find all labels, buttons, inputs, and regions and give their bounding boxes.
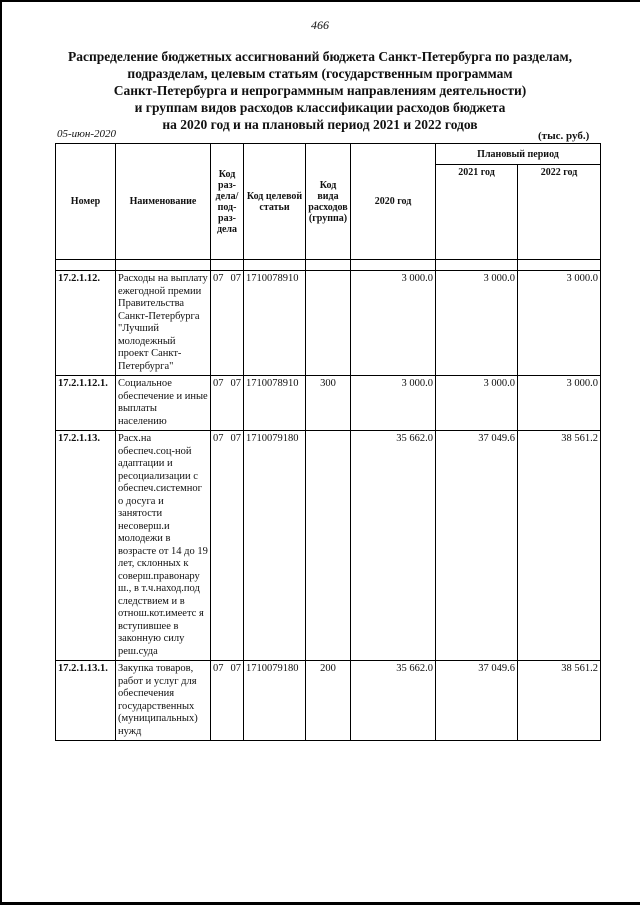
row-2020: 3 000.0 bbox=[351, 376, 436, 431]
row-kind bbox=[306, 431, 351, 661]
row-kind bbox=[306, 271, 351, 376]
row-2021: 37 049.6 bbox=[436, 661, 518, 741]
title-line: Санкт-Петербурга и непрограммным направлениям деятельности) bbox=[113, 83, 527, 98]
row-number: 17.2.1.12. bbox=[56, 271, 116, 376]
row-2020: 35 662.0 bbox=[351, 431, 436, 661]
row-kind: 200 bbox=[306, 661, 351, 741]
header-planned-period: Плановый период bbox=[436, 144, 601, 165]
row-name: Социальное обеспечение и иные выплаты населению bbox=[116, 376, 211, 431]
row-2022: 38 561.2 bbox=[518, 431, 601, 661]
row-2021: 3 000.0 bbox=[436, 376, 518, 431]
header-section: Код раз- дела/ под- раз- дела bbox=[211, 144, 244, 260]
row-number: 17.2.1.13.1. bbox=[56, 661, 116, 741]
row-target: 1710079180 bbox=[244, 431, 306, 661]
table-row bbox=[56, 271, 601, 376]
title-line: на 2020 год и на плановый период 2021 и 2022 годов bbox=[162, 117, 478, 132]
row-2022: 38 561.2 bbox=[518, 661, 601, 741]
header-name: Наименование bbox=[116, 144, 211, 260]
row-name: Закупка товаров, работ и услуг для обеспечения государственных (муниципальных) нужд bbox=[116, 661, 211, 741]
page-border-left bbox=[0, 0, 2, 905]
row-target: 1710079180 bbox=[244, 661, 306, 741]
title-line: подразделам, целевым статьям (государственным программам bbox=[127, 66, 513, 81]
row-section: 07 07 bbox=[211, 376, 244, 431]
header-number: Номер bbox=[56, 144, 116, 260]
row-name: Расх.на обеспеч.соц-ной адаптации и ресоциализации с обеспеч.системног о досуга и занятости несоверш.и молодежи в возрасте от 14 до 19 лет, склонных к соверш.правонару ш., в т.ч.наход.под следствием и в отнош.кот.имеетс я вступившее в законную силу реш.суда bbox=[116, 431, 211, 661]
header-2022: 2022 год bbox=[518, 165, 601, 260]
table-row bbox=[56, 376, 601, 431]
row-number: 17.2.1.12.1. bbox=[56, 376, 116, 431]
header-target: Код целевой статьи bbox=[244, 144, 306, 260]
row-section: 07 07 bbox=[211, 271, 244, 376]
title-line: Распределение бюджетных ассигнований бюджета Санкт-Петербурга по разделам, bbox=[67, 49, 573, 64]
row-kind: 300 bbox=[306, 376, 351, 431]
header-2021: 2021 год bbox=[436, 165, 518, 260]
budget-table bbox=[55, 143, 601, 741]
row-target: 1710078910 bbox=[244, 376, 306, 431]
row-2021: 3 000.0 bbox=[436, 271, 518, 376]
row-2020: 35 662.0 bbox=[351, 661, 436, 741]
header-2020: 2020 год bbox=[351, 144, 436, 260]
row-2022: 3 000.0 bbox=[518, 376, 601, 431]
row-2021: 37 049.6 bbox=[436, 431, 518, 661]
table-row bbox=[56, 661, 601, 741]
header-kind: Код вида расходов (группа) bbox=[306, 144, 351, 260]
row-number: 17.2.1.13. bbox=[56, 431, 116, 661]
row-section: 07 07 bbox=[211, 431, 244, 661]
units-label: (тыс. руб.) bbox=[538, 130, 590, 142]
row-2020: 3 000.0 bbox=[351, 271, 436, 376]
document-date: 05-июн-2020 bbox=[57, 128, 117, 140]
row-section: 07 07 bbox=[211, 661, 244, 741]
page-number: 466 bbox=[311, 18, 329, 32]
title-line: и группам видов расходов классификации расходов бюджета bbox=[134, 100, 506, 115]
table-spacer-row bbox=[56, 260, 601, 271]
document-title bbox=[60, 48, 580, 133]
row-name: Расходы на выплату ежегодной премии Правительства Санкт-Петербурга "Лучший молодежный проект Санкт-Петербурга" bbox=[116, 271, 211, 376]
table-row bbox=[56, 431, 601, 661]
row-2022: 3 000.0 bbox=[518, 271, 601, 376]
page-border-top bbox=[0, 0, 640, 2]
row-target: 1710078910 bbox=[244, 271, 306, 376]
